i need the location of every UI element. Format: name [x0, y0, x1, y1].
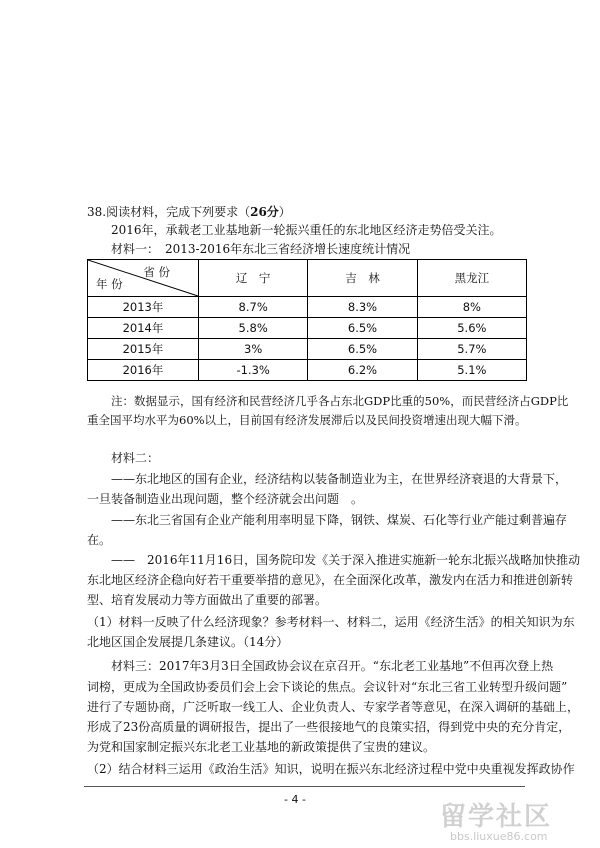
corner-label-year: 年 份 — [96, 277, 123, 291]
row-year: 2016年 — [88, 360, 199, 381]
question-intro: 2016年，承载老工业基地新一轮振兴重任的东北地区经济走势倍受关注。 — [111, 223, 502, 237]
material2-title: 材料二： — [111, 451, 160, 465]
question-score: 26分 — [250, 205, 279, 219]
row-year: 2013年 — [88, 297, 199, 318]
material3-line: 形成了23份高质量的调研报告，提出了一些很接地气的良策实招，得到党中央的充分肯定， — [87, 720, 571, 734]
q1-line1: （1）材料一反映了什么经济现象？参考材料一、材料二，运用《经济生活》的相关知识为东 — [87, 615, 575, 629]
table-row — [88, 318, 527, 339]
corner-label-province: 省 份 — [143, 265, 170, 279]
material2-line: 一旦装备制造业出现问题，整个经济就会出问题 。 — [87, 492, 364, 506]
column-header-heilongjiang: 黑龙江 — [417, 260, 526, 297]
table-cell: 5.1% — [417, 360, 526, 381]
table-cell: 5.8% — [199, 318, 308, 339]
table-cell: 6.5% — [308, 339, 417, 360]
table-note-line2: 重全国平均水平为60%以上，目前国有经济发展滞后以及民间投资增速出现大幅下滑。 — [87, 413, 527, 427]
question-heading-text: 38.阅读材料，完成下列要求（ — [87, 205, 251, 219]
row-year: 2015年 — [88, 339, 199, 360]
table-cell: 8.3% — [308, 297, 417, 318]
q1-line2: 北地区国企发展提几条建议。（14分） — [87, 635, 289, 649]
material2-line: 型、培育发展动力等方面做出了重要的部署。 — [87, 593, 328, 607]
column-header-liaoning: 辽 宁 — [199, 260, 308, 297]
material1-caption: 材料一： 2013-2016年东北三省经济增长速度统计情况 — [111, 242, 411, 256]
table-cell: 5.6% — [417, 318, 526, 339]
table-corner-cell — [88, 260, 199, 297]
watermark-text: 留学社区 — [440, 802, 553, 832]
table-row — [88, 360, 527, 381]
table-cell: 8.7% — [199, 297, 308, 318]
table-row — [88, 297, 527, 318]
material2-line: 东北地区经济企稳向好若干重要举措的意见》，在全面深化改革，激发内在活力和推进创新转 — [87, 573, 574, 587]
question-heading-end: ） — [278, 205, 291, 219]
material3-line: 词榜，更成为全国政协委员们会上会下谈论的焦点。会议针对“东北三省工业转型升级问题” — [87, 680, 568, 694]
watermark-url: bbs.liuxue86.com — [450, 830, 548, 843]
material3-line: 材料三：2017年3月3日全国政协会议在京召开。“东北老工业基地”不但再次登上热 — [111, 659, 554, 673]
page-number: - 4 - — [284, 793, 306, 806]
material2-line: ——东北地区的国有企业，经济结构以装备制造业为主，在世界经济衰退的大背景下， — [111, 472, 568, 486]
table-cell: 3% — [199, 339, 308, 360]
table-cell: -1.3% — [199, 360, 308, 381]
table-cell: 6.2% — [308, 360, 417, 381]
table-cell: 6.5% — [308, 318, 417, 339]
table-note-line1: 注：数据显示，国有经济和民营经济几乎各占东北GDP比重的50%，而民营经济占GDP比 — [111, 394, 569, 408]
material3-line: 为党和国家制定振兴东北老工业基地的新政策提供了宝贵的建议。 — [87, 740, 436, 754]
table-cell: 5.7% — [417, 339, 526, 360]
table-header-row — [88, 260, 527, 297]
material2-line: ——东北三省国有企业产能利用率明显下降，钢铁、煤炭、石化等行业产能过剩普遍存 — [111, 513, 568, 527]
question-heading — [87, 203, 291, 221]
material3-line: 进行了专题协商，广泛听取一线工人、企业负责人、专家学者等意见，在深入调研的基础上， — [87, 700, 580, 714]
q2-line1: （2）结合材料三运用《政治生活》知识，说明在振兴东北经济过程中党中央重视发挥政协作 — [87, 762, 575, 776]
column-header-jilin: 吉 林 — [308, 260, 417, 297]
material2-line: 在。 — [87, 533, 112, 547]
footer-divider — [84, 786, 525, 787]
row-year: 2014年 — [88, 318, 199, 339]
growth-table — [87, 259, 527, 381]
table-cell: 8% — [417, 297, 526, 318]
material2-line: —— 2016年11月16日，国务院印发《关于深入推进实施新一轮东北振兴战略加快推动 — [111, 553, 581, 567]
table-row — [88, 339, 527, 360]
